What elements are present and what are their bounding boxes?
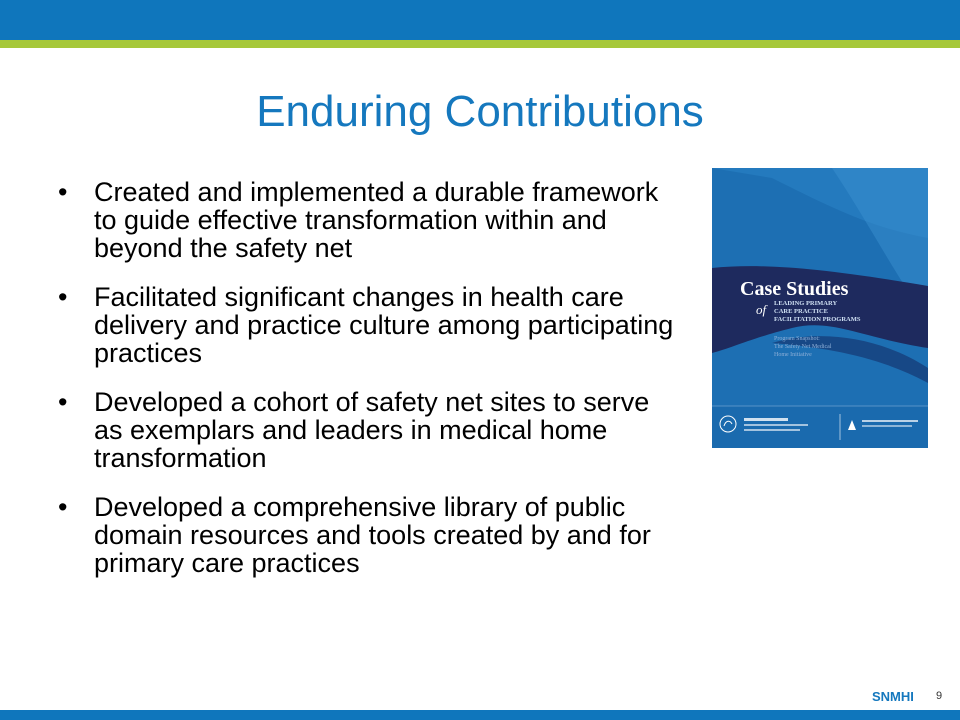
footer-brand: SNMHI: [872, 689, 914, 704]
cover-snapshot-line: Program Snapshot:: [774, 336, 820, 342]
cover-subtitle-line: CARE PRACTICE: [774, 308, 828, 315]
bullet-marker: •: [58, 177, 68, 207]
case-studies-cover-image: [712, 168, 928, 448]
bullet-marker: •: [58, 282, 68, 312]
header-bar: [0, 0, 960, 40]
cover-subtitle-line: FACILITATION PROGRAMS: [774, 316, 861, 323]
bullet-marker: •: [58, 492, 68, 522]
cover-snapshot-line: The Safety Net Medical: [774, 344, 832, 350]
header-accent-stripe: [0, 40, 960, 48]
slide-title: Enduring Contributions: [256, 87, 704, 136]
footer-bar: [0, 710, 960, 720]
cover-snapshot-line: Home Initiative: [774, 352, 812, 358]
bullet-text: Created and implemented a durable framework to guide effective transformation within and beyond the safety net: [94, 177, 659, 263]
page-number: 9: [936, 690, 943, 702]
bullet-text: Facilitated significant changes in health care delivery and practice culture among participating practices: [94, 282, 674, 368]
bullet-item: [58, 388, 678, 472]
bullet-item: [58, 283, 678, 367]
bullet-text: Developed a cohort of safety net sites to serve as exemplars and leaders in medical home transformation: [94, 387, 650, 473]
bullet-item: [58, 493, 678, 577]
bullet-marker: •: [58, 387, 68, 417]
cover-title: Case Studies: [740, 278, 849, 300]
cover-subtitle-line: LEADING PRIMARY: [774, 300, 838, 307]
bullet-list: [58, 178, 678, 598]
cover-title-of: of: [756, 302, 767, 317]
bullet-text: Developed a comprehensive library of public domain resources and tools created by and for primary care practices: [94, 492, 651, 578]
bullet-item: [58, 178, 678, 262]
